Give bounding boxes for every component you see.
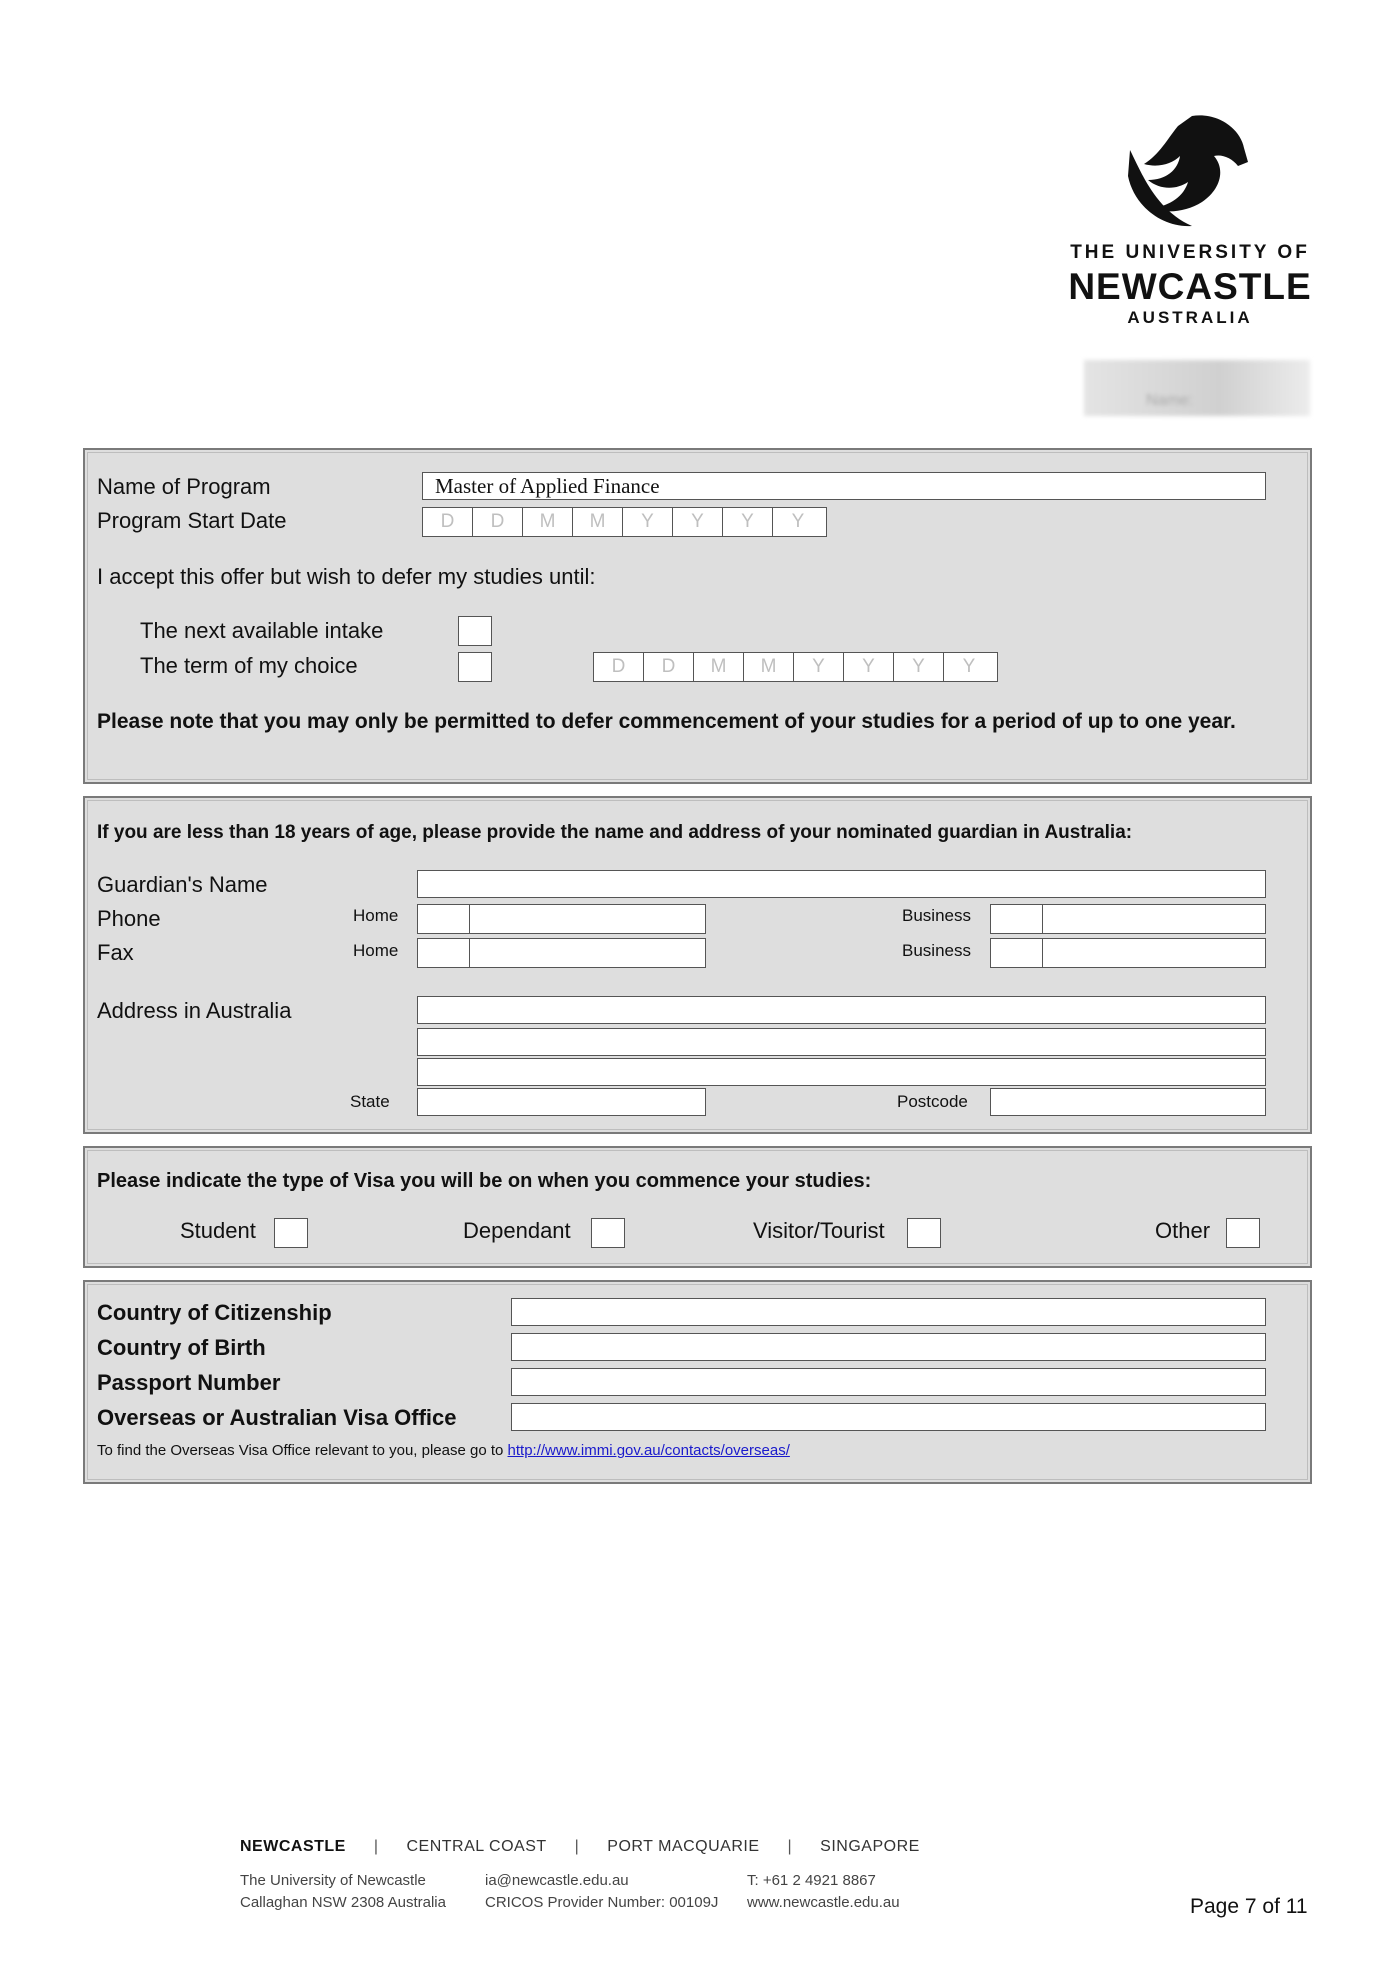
program-section <box>83 448 1312 784</box>
footer-contact <box>240 1870 920 1914</box>
phone-business-field[interactable] <box>990 904 1266 934</box>
visa-other-checkbox[interactable] <box>1226 1218 1260 1248</box>
visa-type-section <box>83 1146 1312 1268</box>
state-label: State <box>350 1092 390 1111</box>
visa-option-student-label: Student <box>180 1218 256 1243</box>
postcode-label: Postcode <box>897 1092 968 1111</box>
visa-office-label: Overseas or Australian Visa Office <box>97 1405 457 1430</box>
next-intake-checkbox[interactable] <box>458 616 492 646</box>
defer-text: I accept this offer but wish to defer my studies until: <box>97 564 596 589</box>
fax-business-field[interactable] <box>990 938 1266 968</box>
footer-address-line1: The University of Newcastle <box>240 1872 426 1889</box>
state-field[interactable] <box>417 1088 706 1116</box>
postcode-field[interactable] <box>990 1088 1266 1116</box>
visa-student-checkbox[interactable] <box>274 1218 308 1248</box>
visa-question: Please indicate the type of Visa you will be on when you commence your studies: <box>97 1170 872 1192</box>
citizenship-field[interactable] <box>511 1298 1266 1326</box>
program-name-label: Name of Program <box>97 474 271 499</box>
visa-office-help <box>97 1442 790 1459</box>
campus-singapore: SINGAPORE <box>820 1838 920 1855</box>
guardian-name-field[interactable] <box>417 870 1266 898</box>
footer-email: ia@newcastle.edu.au <box>485 1872 629 1889</box>
defer-note: Please note that you may only be permitted to defer commencement of your studies for a period of up to one year. <box>97 710 1236 733</box>
fax-home-label: Home <box>353 941 399 960</box>
visa-office-help-text: To find the Overseas Visa Office relevant to you, please go to <box>97 1442 504 1459</box>
page-number: Page 7 of 11 <box>1190 1895 1308 1918</box>
phone-label: Phone <box>97 906 161 931</box>
campus-newcastle: NEWCASTLE <box>240 1838 346 1855</box>
address-line2-field[interactable] <box>417 1028 1266 1056</box>
passport-field[interactable] <box>511 1368 1266 1396</box>
program-start-date-field[interactable]: D D M M Y Y Y Y <box>422 507 827 537</box>
redacted-name-block <box>1084 360 1310 416</box>
program-start-label: Program Start Date <box>97 508 287 533</box>
logo-line3: AUSTRALIA <box>1127 308 1253 327</box>
logo-line2: NEWCASTLE <box>1068 266 1312 307</box>
fax-home-field[interactable] <box>417 938 706 968</box>
visa-dependant-checkbox[interactable] <box>591 1218 625 1248</box>
program-name-field[interactable]: Master of Applied Finance <box>422 472 1266 500</box>
campus-port-macquarie: PORT MACQUARIE <box>607 1838 760 1855</box>
passport-label: Passport Number <box>97 1370 281 1395</box>
citizenship-section <box>83 1280 1312 1484</box>
phone-home-label: Home <box>353 906 399 925</box>
guardian-name-label: Guardian's Name <box>97 872 268 897</box>
logo-line1: THE UNIVERSITY OF <box>1070 242 1310 263</box>
visa-option-other-label: Other <box>1155 1218 1211 1243</box>
guardian-intro: If you are less than 18 years of age, please provide the name and address of your nominated guardian in Australia: <box>97 822 1133 843</box>
university-logo <box>1060 110 1320 330</box>
footer-web: www.newcastle.edu.au <box>747 1894 900 1911</box>
visa-office-field[interactable] <box>511 1403 1266 1431</box>
birth-country-label: Country of Birth <box>97 1335 266 1360</box>
visa-option-visitor-label: Visitor/Tourist <box>753 1218 885 1243</box>
footer-phone: T: +61 2 4921 8867 <box>747 1872 876 1889</box>
address-line3-field[interactable] <box>417 1058 1266 1086</box>
visa-office-link[interactable]: http://www.immi.gov.au/contacts/overseas/ <box>507 1442 790 1459</box>
citizenship-label: Country of Citizenship <box>97 1300 332 1325</box>
horse-head-icon <box>1122 110 1252 230</box>
campus-list: NEWCASTLE | CENTRAL COAST | PORT MACQUARIE | SINGAPORE <box>240 1838 920 1855</box>
next-intake-label: The next available intake <box>140 618 384 643</box>
visa-option-dependant-label: Dependant <box>463 1218 571 1243</box>
campus-central-coast: CENTRAL COAST <box>406 1838 547 1855</box>
footer-address-line2: Callaghan NSW 2308 Australia <box>240 1894 446 1911</box>
birth-country-field[interactable] <box>511 1333 1266 1361</box>
name-label: Name: <box>1146 392 1194 409</box>
term-choice-date-field[interactable]: D D M M Y Y Y Y <box>593 652 998 682</box>
footer <box>240 1838 920 1914</box>
footer-cricos: CRICOS Provider Number: 00109J <box>485 1894 719 1911</box>
guardian-section <box>83 796 1312 1134</box>
address-label: Address in Australia <box>97 998 292 1023</box>
phone-home-field[interactable] <box>417 904 706 934</box>
visa-visitor-checkbox[interactable] <box>907 1218 941 1248</box>
phone-business-label: Business <box>902 906 971 925</box>
term-choice-checkbox[interactable] <box>458 652 492 682</box>
term-choice-label: The term of my choice <box>140 653 358 678</box>
address-line1-field[interactable] <box>417 996 1266 1024</box>
fax-label: Fax <box>97 940 134 965</box>
fax-business-label: Business <box>902 941 971 960</box>
